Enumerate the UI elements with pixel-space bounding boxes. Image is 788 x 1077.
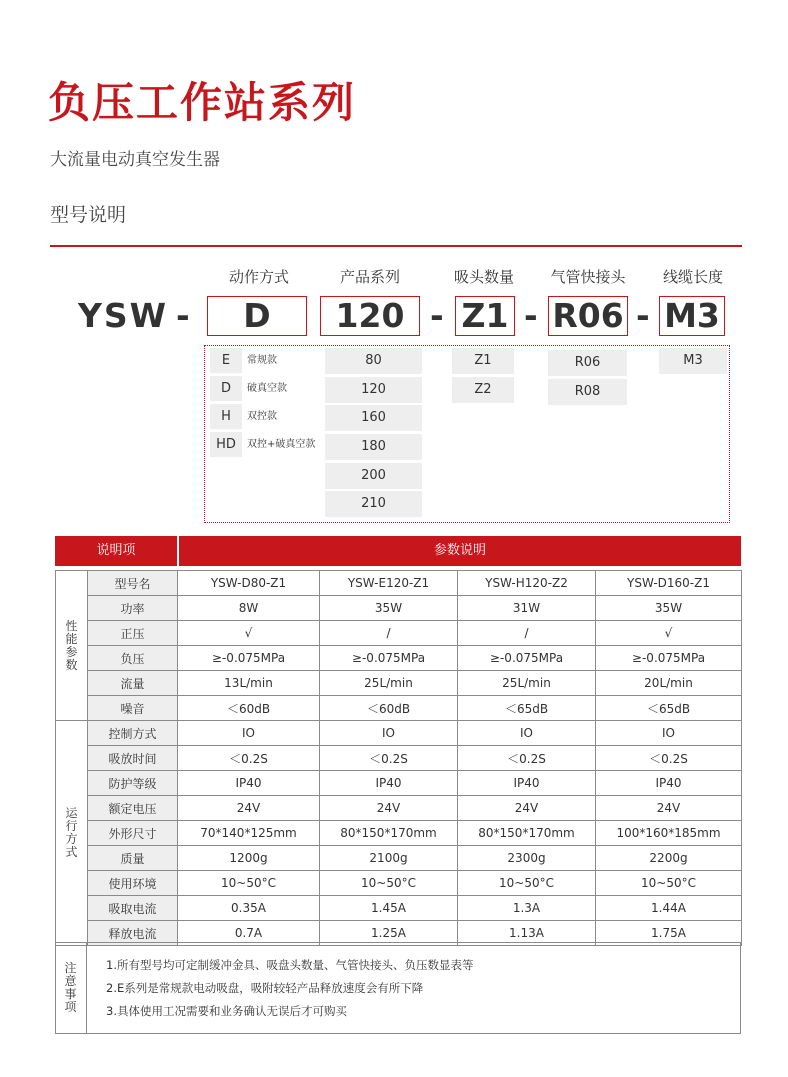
spec-table [55,570,742,946]
row-label: 吸放时间 [88,746,178,771]
table-cell: IP40 [596,771,742,796]
notes-group-text: 注意事项 [64,961,77,1014]
option-series: 160 [325,405,422,431]
header-heads: 吸头数量 [453,268,514,286]
table-cell: 10~50°C [320,871,458,896]
row-group-text: 性能参数 [65,618,78,672]
code-series: 120 [320,296,420,336]
code-heads: Z1 [455,296,515,336]
table-cell: 10~50°C [178,871,320,896]
table-row [56,671,742,696]
row-label: 控制方式 [88,721,178,746]
header-fitting: 气管快接头 [550,268,626,286]
code-fitting: R06 [548,296,628,336]
table-row [56,896,742,921]
model-dash: - [176,296,190,335]
table-cell: 10~50°C [596,871,742,896]
table-row [56,796,742,821]
table-cell: ＜0.2S [596,746,742,771]
table-cell: 0.35A [178,896,320,921]
table-cell: ≥-0.075MPa [596,646,742,671]
option-series: 210 [325,491,422,517]
table-cell: 20L/min [596,671,742,696]
row-group-text: 运行方式 [65,806,78,859]
row-label: 质量 [88,846,178,871]
model-prefix: YSW [78,296,169,335]
option-series: 180 [325,434,422,460]
option-action-desc: 双控+破真空款 [247,439,316,450]
table-cell: 24V [596,796,742,821]
table-cell: 1.45A [320,896,458,921]
table-cell: YSW-E120-Z1 [320,571,458,596]
table-cell: ＜0.2S [458,746,596,771]
table-row [56,696,742,721]
row-label: 流量 [88,671,178,696]
table-cell: ≥-0.075MPa [458,646,596,671]
table-cell: 80*150*170mm [458,821,596,846]
row-label: 型号名 [88,571,178,596]
table-cell: / [320,621,458,646]
header-cable: 线缆长度 [662,268,723,286]
row-group-label [56,571,88,721]
option-action-desc: 常规款 [247,355,277,366]
note-item: 3.具体使用工况需要和业务确认无误后才可购买 [106,1004,347,1018]
table-cell: IP40 [320,771,458,796]
option-action-code: D [210,376,242,401]
table-cell: 24V [458,796,596,821]
table-cell: ≥-0.075MPa [320,646,458,671]
table-cell: ＜60dB [178,696,320,721]
table-cell: 31W [458,596,596,621]
row-label: 使用环境 [88,871,178,896]
table-cell: 2200g [596,846,742,871]
table-cell: √ [178,621,320,646]
table-cell: 24V [320,796,458,821]
option-series: 120 [325,377,422,403]
code-action: D [207,296,307,336]
table-cell: IO [458,721,596,746]
table-cell: 2100g [320,846,458,871]
table-row [56,621,742,646]
table-cell: 24V [178,796,320,821]
note-item: 1.所有型号均可定制缓冲金具、吸盘头数量、气管快接头、负压数显表等 [106,958,474,972]
header-action: 动作方式 [228,268,289,286]
row-label: 噪音 [88,696,178,721]
table-cell: 1.75A [596,921,742,946]
table-cell: ＜60dB [320,696,458,721]
notes-group-label [55,942,87,1034]
table-head-params: 参数说明 [179,536,741,566]
table-cell: IO [320,721,458,746]
row-label: 释放电流 [88,921,178,946]
table-cell: YSW-H120-Z2 [458,571,596,596]
table-cell: 1.25A [320,921,458,946]
row-group-label [56,721,88,946]
table-row [56,721,742,746]
option-action-desc: 破真空款 [247,383,287,394]
row-label: 负压 [88,646,178,671]
table-cell: 100*160*185mm [596,821,742,846]
table-row [56,771,742,796]
page-subtitle: 大流量电动真空发生器 [50,150,220,170]
table-cell: ＜0.2S [320,746,458,771]
table-cell: 1.13A [458,921,596,946]
option-action-desc: 双控款 [247,411,277,422]
option-series: 200 [325,463,422,489]
table-head-item: 说明项 [55,536,177,566]
table-cell: 25L/min [458,671,596,696]
page-title: 负压工作站系列 [48,78,357,127]
model-dash: - [524,296,538,335]
table-cell: 2300g [458,846,596,871]
table-row [56,871,742,896]
row-label: 吸取电流 [88,896,178,921]
table-cell: / [458,621,596,646]
table-row [56,596,742,621]
model-dash: - [430,296,444,335]
option-fitting: R06 [548,350,627,376]
table-cell: ＜0.2S [178,746,320,771]
table-cell: 0.7A [178,921,320,946]
option-heads: Z1 [452,348,514,374]
table-row [56,746,742,771]
table-cell: 8W [178,596,320,621]
option-heads: Z2 [452,377,514,403]
table-cell: IO [178,721,320,746]
table-cell: YSW-D160-Z1 [596,571,742,596]
table-cell: 35W [596,596,742,621]
table-cell: 35W [320,596,458,621]
row-label: 外形尺寸 [88,821,178,846]
option-action-code: E [210,348,242,373]
row-label: 功率 [88,596,178,621]
option-fitting: R08 [548,379,627,405]
row-label: 防护等级 [88,771,178,796]
table-row [56,821,742,846]
header-series: 产品系列 [339,268,400,286]
option-cable: M3 [659,348,727,374]
table-cell: 70*140*125mm [178,821,320,846]
note-item: 2.E系列是常规款电动吸盘，吸附较轻产品释放速度会有所下降 [106,981,424,995]
table-cell: ＜65dB [458,696,596,721]
table-cell: IO [596,721,742,746]
option-series: 80 [325,348,422,374]
table-cell: ≥-0.075MPa [178,646,320,671]
row-label: 正压 [88,621,178,646]
table-cell: 1200g [178,846,320,871]
divider [50,245,742,247]
row-label: 额定电压 [88,796,178,821]
table-cell: IP40 [458,771,596,796]
table-cell: IP40 [178,771,320,796]
table-cell: 1.44A [596,896,742,921]
table-cell: 1.3A [458,896,596,921]
table-row [56,846,742,871]
table-cell: 13L/min [178,671,320,696]
table-cell: 25L/min [320,671,458,696]
code-cable: M3 [659,296,725,336]
table-cell: ＜65dB [596,696,742,721]
table-cell: 10~50°C [458,871,596,896]
option-action-code: HD [210,432,242,457]
table-cell: 80*150*170mm [320,821,458,846]
option-action-code: H [210,404,242,429]
table-row [56,571,742,596]
table-cell: √ [596,621,742,646]
section-title: 型号说明 [50,204,127,226]
table-cell: YSW-D80-Z1 [178,571,320,596]
model-dash: - [636,296,650,335]
table-row [56,646,742,671]
